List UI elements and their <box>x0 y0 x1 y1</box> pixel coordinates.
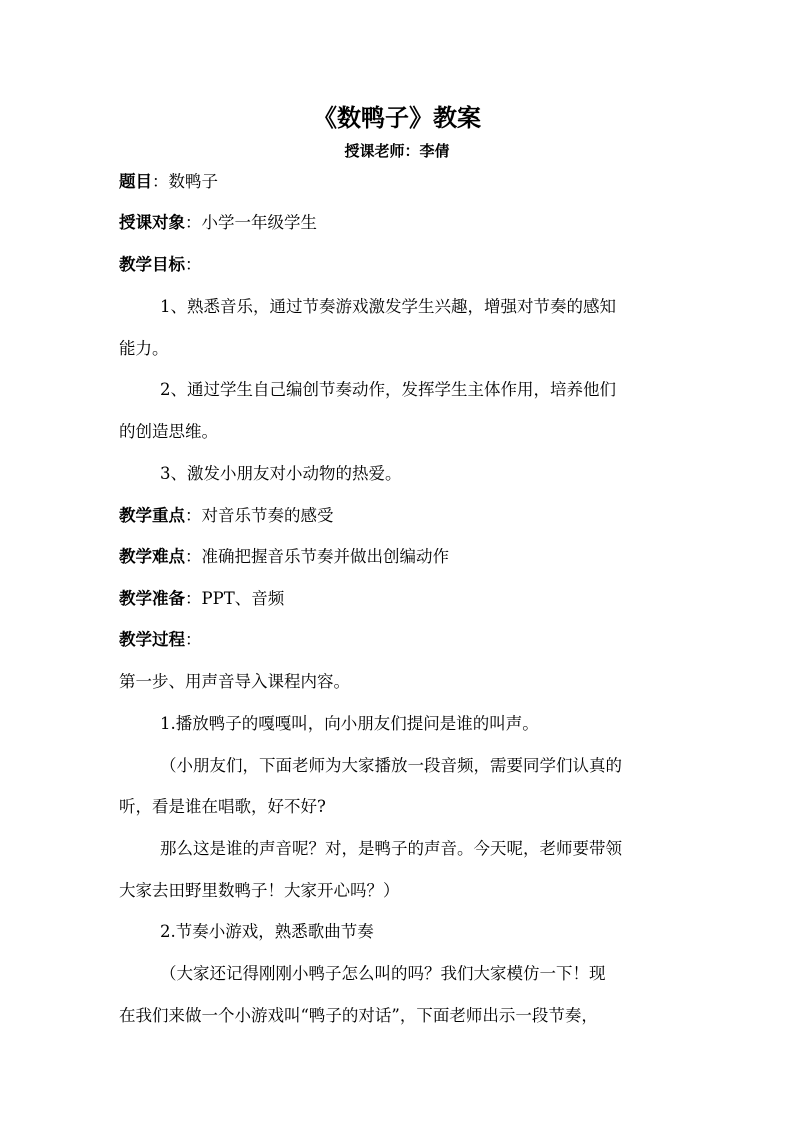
audience-value: 小学一年级学生 <box>201 213 317 232</box>
paragraph-2-line-1: 那么这是谁的声音呢？对，是鸭子的声音。今天呢，老师要带领 <box>160 839 622 858</box>
goals-row <box>119 254 679 276</box>
key-point-row <box>119 505 679 527</box>
paragraph-1-line-1: （小朋友们，下面老师为大家播放一段音频，需要同学们认真的 <box>160 756 622 775</box>
step-1-heading: 第一步、用声音导入课程内容。 <box>119 672 350 691</box>
preparation-label: 教学准备 <box>119 589 185 608</box>
goal-1-line-2: 能力。 <box>119 339 169 358</box>
step-1-item-1: 1.播放鸭子的嘎嘎叫，向小朋友们提问是谁的叫声。 <box>160 714 539 733</box>
difficulty-separator: ： <box>185 547 202 566</box>
paragraph-2-line-2: 大家去田野里数鸭子！大家开心吗？） <box>119 881 400 900</box>
topic-label: 题目 <box>119 172 152 191</box>
goal-3: 3、激发小朋友对小动物的热爱。 <box>160 464 402 483</box>
goals-separator: ： <box>185 255 202 274</box>
step-1-item-2: 2.节奏小游戏，熟悉歌曲节奏 <box>160 922 374 941</box>
audience-separator: ： <box>185 213 202 232</box>
process-separator: ： <box>185 630 202 649</box>
process-label: 教学过程 <box>119 630 185 649</box>
paragraph-1-line-2: 听，看是谁在唱歌，好不好? <box>119 797 326 816</box>
difficulty-row <box>119 546 679 568</box>
preparation-row <box>119 588 679 610</box>
key-point-value: 对音乐节奏的感受 <box>201 506 334 525</box>
preparation-value: PPT、音频 <box>201 589 285 608</box>
goals-label: 教学目标 <box>119 255 185 274</box>
paragraph-3-line-2: 在我们来做一个小游戏叫“鸭子的对话”，下面老师出示一段节奏， <box>119 1006 598 1025</box>
document-title: 《数鸭子》教案 <box>313 104 481 132</box>
goal-2-line-2: 的创造思维。 <box>119 422 218 441</box>
audience-row <box>119 212 679 234</box>
difficulty-value: 准确把握音乐节奏并做出创编动作 <box>201 547 449 566</box>
process-row <box>119 629 679 651</box>
paragraph-3-line-1: （大家还记得刚刚小鸭子怎么叫的吗？我们大家模仿一下！现 <box>160 964 606 983</box>
topic-value: 数鸭子 <box>168 172 218 191</box>
topic-separator: ： <box>152 172 169 191</box>
audience-label: 授课对象 <box>119 213 185 232</box>
goal-1-line-1: 1、熟悉音乐，通过节奏游戏激发学生兴趣，增强对节奏的感知 <box>160 297 616 316</box>
key-point-label: 教学重点 <box>119 506 185 525</box>
difficulty-label: 教学难点 <box>119 547 185 566</box>
preparation-separator: ： <box>185 589 202 608</box>
goal-2-line-1: 2、通过学生自己编创节奏动作，发挥学生主体作用，培养他们 <box>160 380 616 399</box>
teacher-byline: 授课老师：李倩 <box>344 142 450 160</box>
topic-row <box>119 171 679 193</box>
key-point-separator: ： <box>185 506 202 525</box>
